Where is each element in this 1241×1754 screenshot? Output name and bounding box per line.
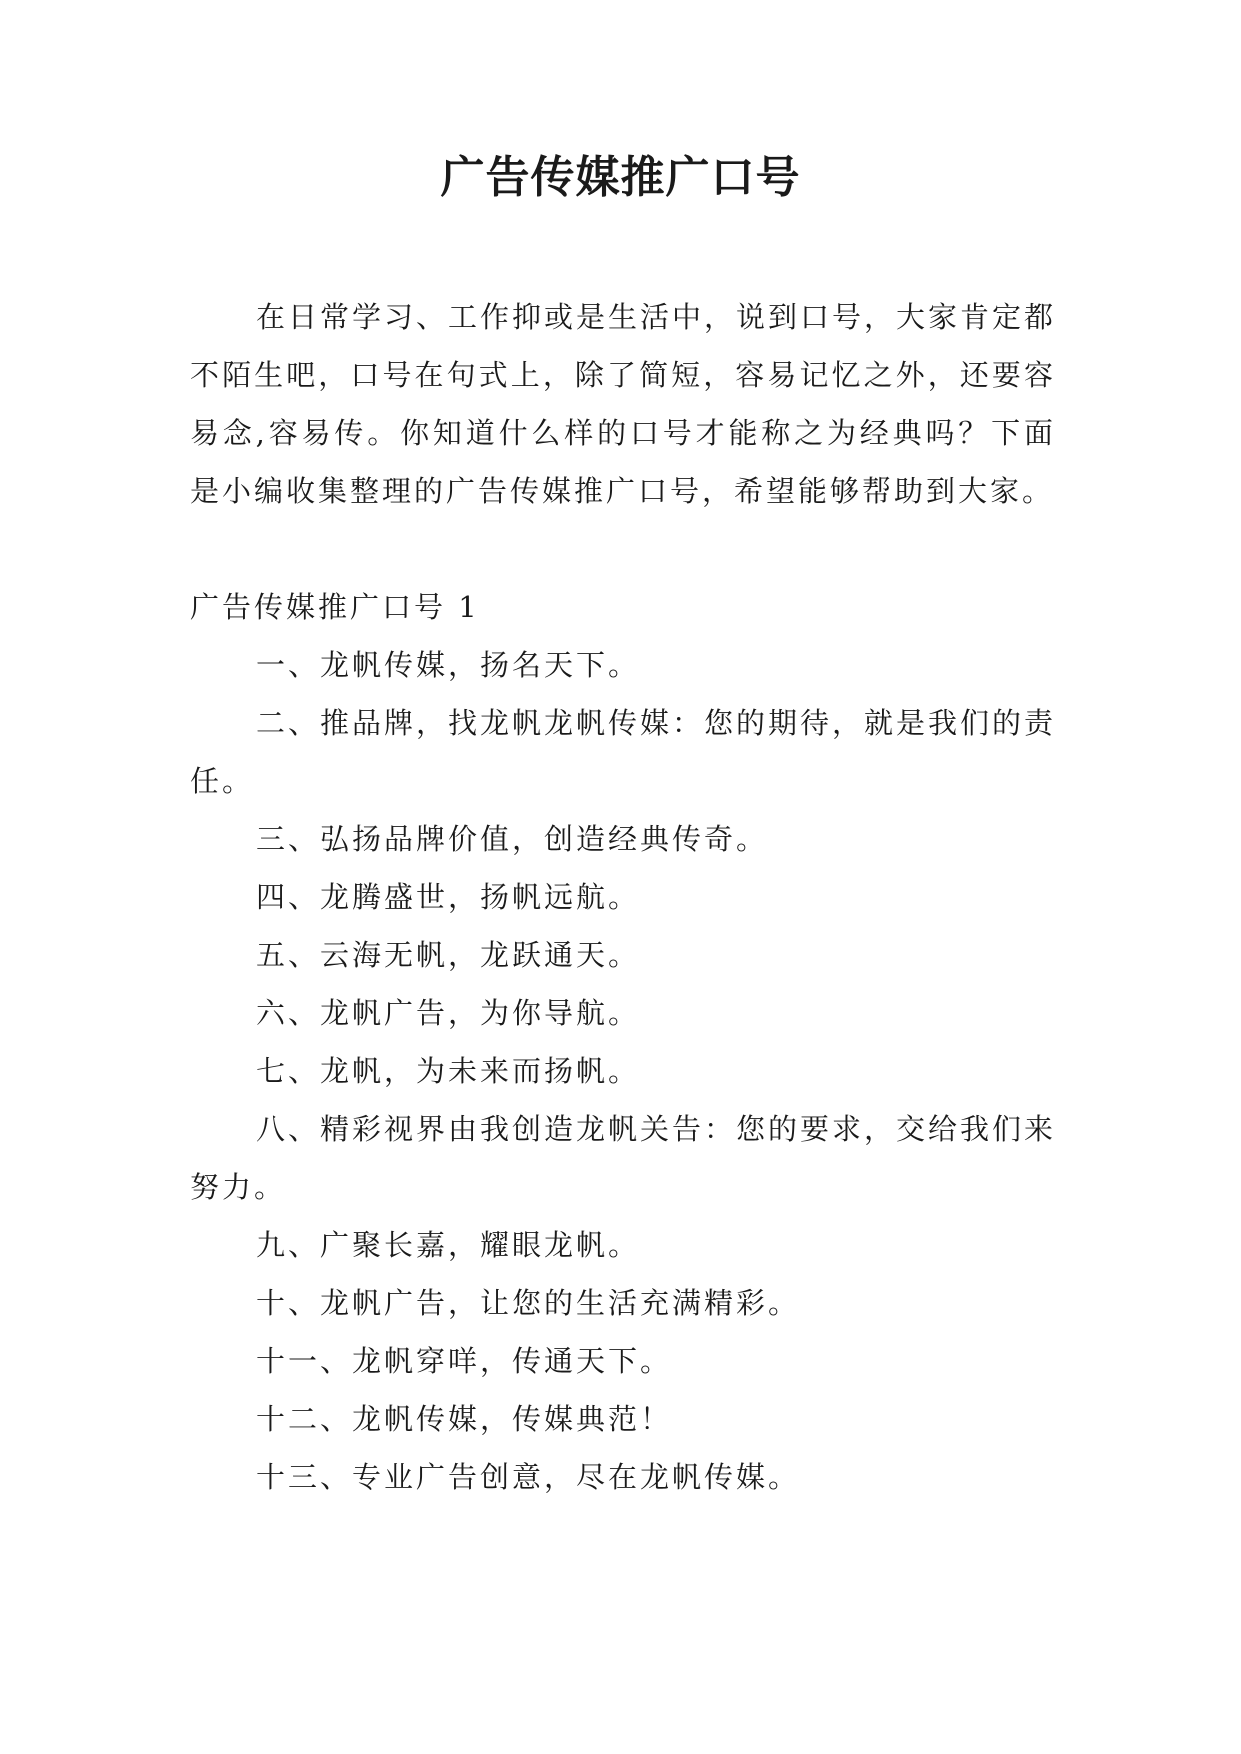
slogan-item-5: 五、云海无帆，龙跃通天。 [256,938,641,972]
slogan-item-9: 九、广聚长嘉，耀眼龙帆。 [256,1228,641,1262]
intro-paragraph: 在日常学习、工作抑或是生活中，说到口号，大家肯定都不陌生吧，口号在句式上，除了简短，容易记忆之外，还要容易念,容易传。你知道什么样的口号才能称之为经典吗？下面是小编收集整理的广告传媒推广口号，希望能够帮助到大家。 [190,300,1057,508]
slogan-item-6: 六、龙帆广告，为你导航。 [256,996,641,1030]
slogan-item-3: 三、弘扬品牌价值，创造经典传奇。 [256,822,769,856]
slogan-item-13: 十三、专业广告创意，尽在龙帆传媒。 [256,1460,801,1494]
slogan-item-8: 八、精彩视界由我创造龙帆关告：您的要求，交给我们来努力。 [190,1112,1057,1204]
slogan-item-11: 十一、龙帆穿咩，传通天下。 [256,1344,673,1378]
document-title: 广告传媒推广口号 [440,152,801,203]
slogan-item-10: 十、龙帆广告，让您的生活充满精彩。 [256,1286,801,1320]
document-body [190,288,1056,1506]
slogan-item-2: 二、推品牌，找龙帆龙帆传媒：您的期待，就是我们的责任。 [190,706,1057,798]
section-heading: 广告传媒推广口号 1 [190,590,480,624]
slogan-item-4: 四、龙腾盛世，扬帆远航。 [256,880,641,914]
slogan-item-12: 十二、龙帆传媒，传媒典范！ [256,1402,673,1436]
slogan-item-1: 一、龙帆传媒，扬名天下。 [256,648,641,682]
slogan-item-7: 七、龙帆，为未来而扬帆。 [256,1054,641,1088]
